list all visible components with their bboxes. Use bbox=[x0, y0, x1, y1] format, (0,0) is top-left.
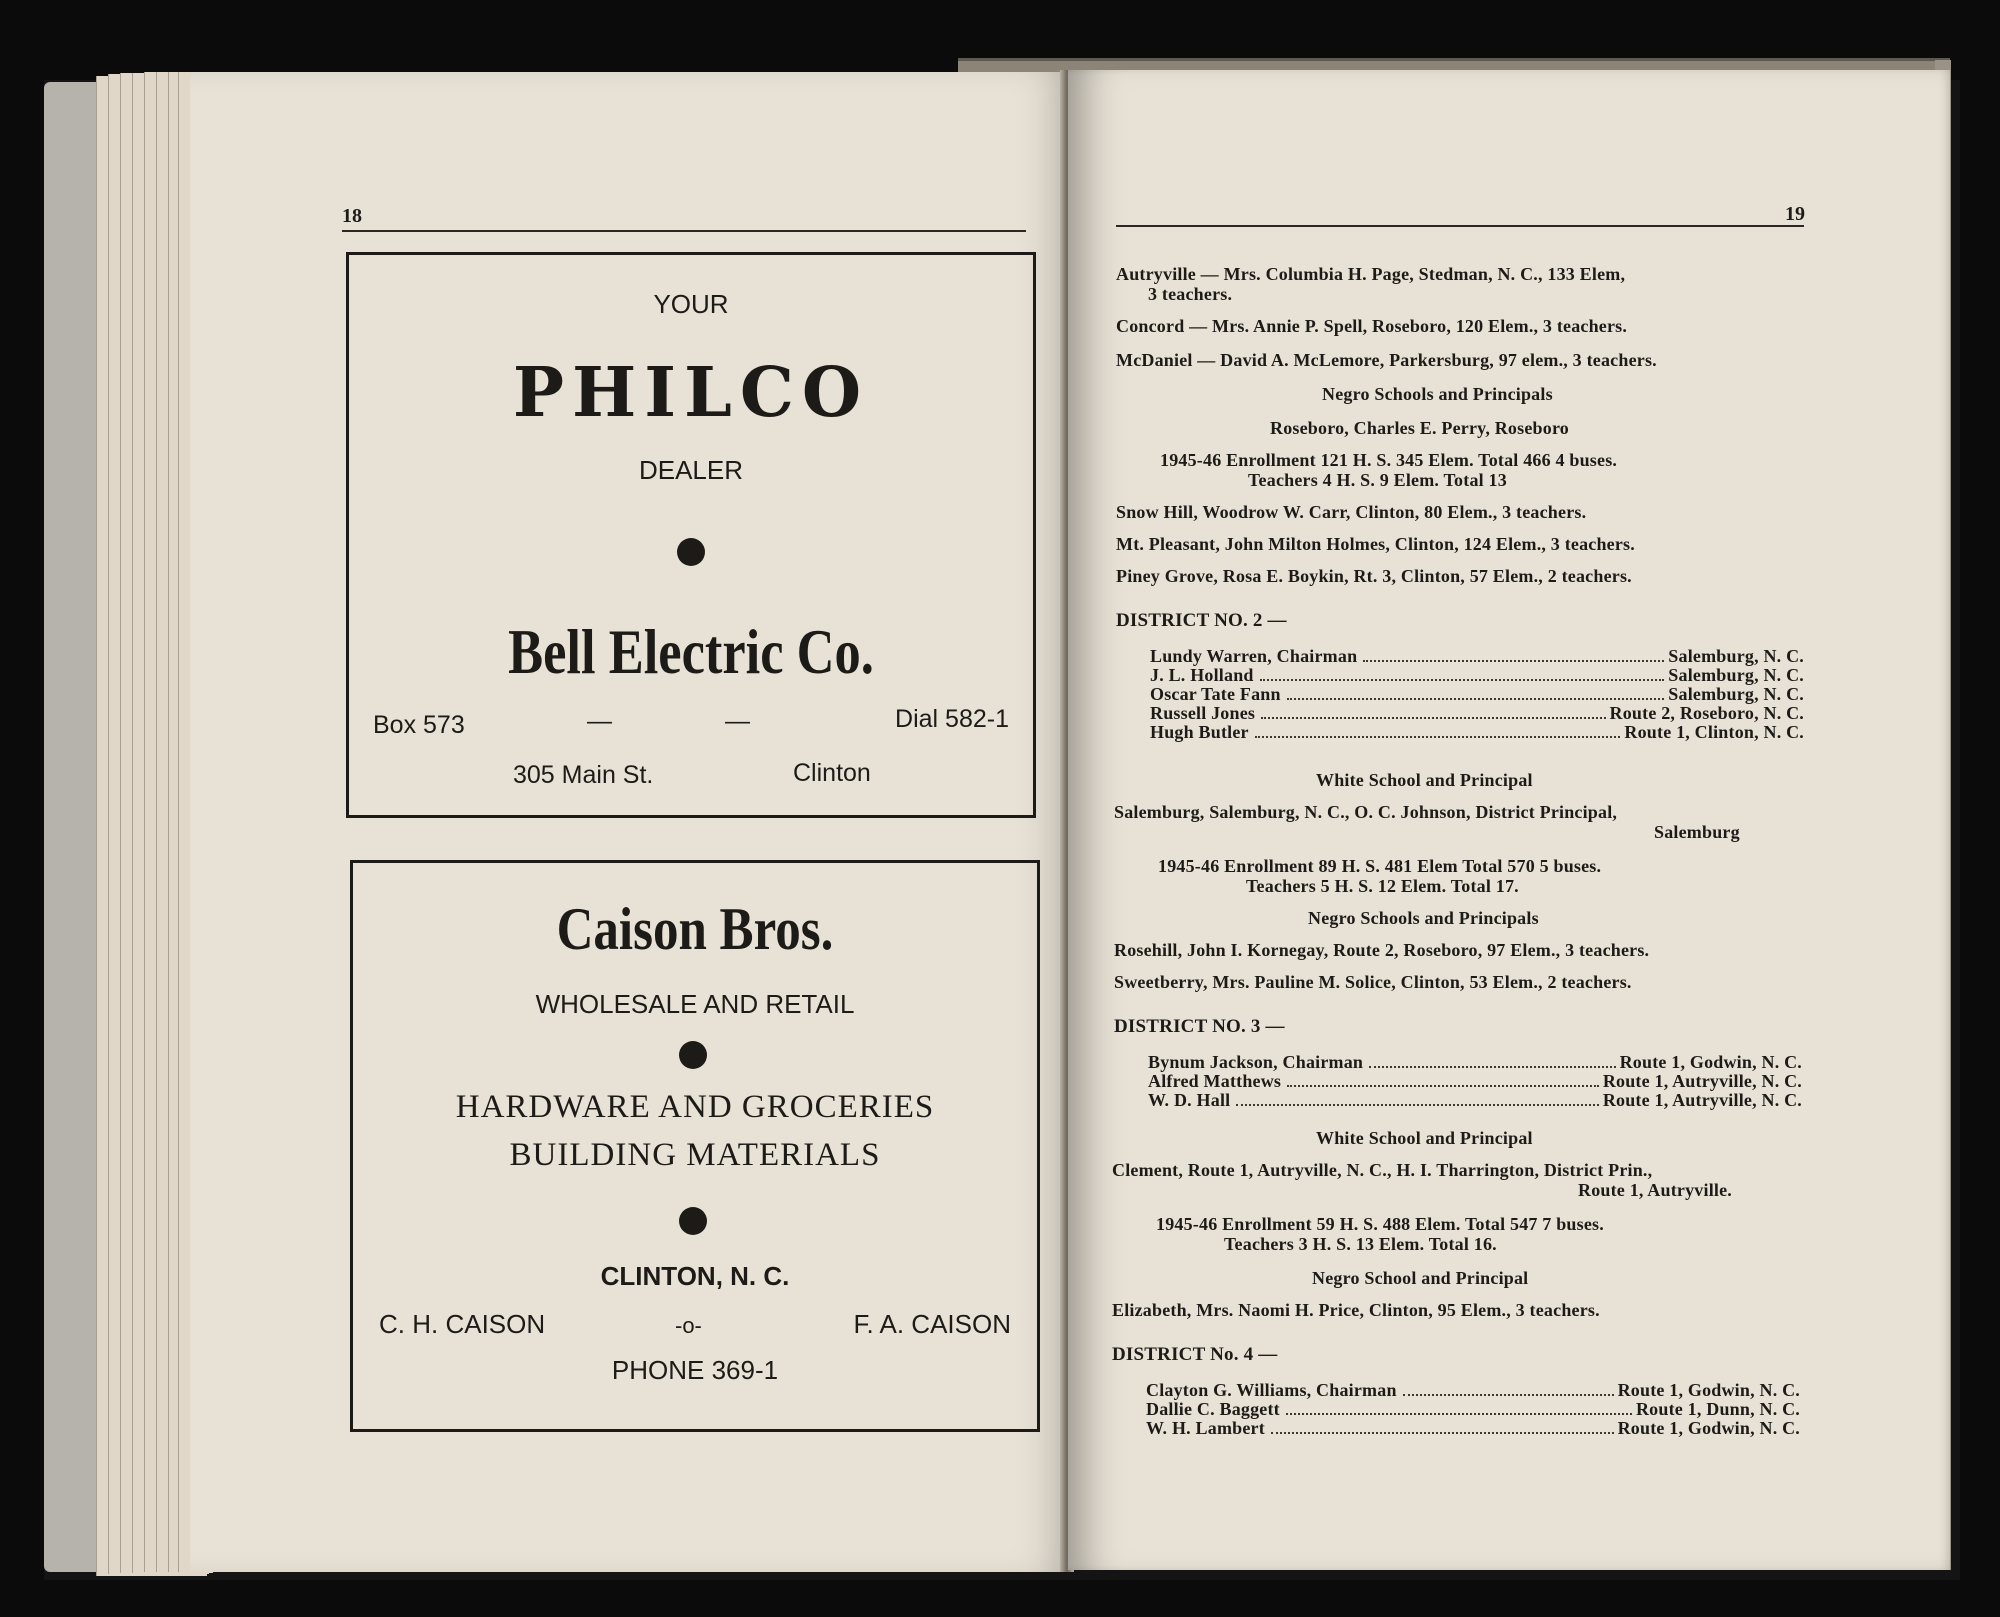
dot-leader bbox=[1271, 1432, 1614, 1434]
board-member-row bbox=[1148, 1052, 1802, 1073]
teachers-line: Teachers 3 H. S. 13 Elem. Total 16. bbox=[1224, 1234, 1497, 1254]
board-member-name: Lundy Warren, Chairman bbox=[1150, 646, 1358, 666]
text-line: Route 1, Autryville. bbox=[1578, 1180, 1732, 1200]
board-member-row bbox=[1150, 684, 1804, 705]
text-line: Autryville — Mrs. Columbia H. Page, Stedman, N. C., 133 Elem, bbox=[1116, 264, 1626, 284]
ad-city: CLINTON, N. C. bbox=[600, 1261, 790, 1291]
enrollment-line: 1945-46 Enrollment 121 H. S. 345 Elem. Total 466 4 buses. bbox=[1160, 450, 1618, 470]
board-member-name: Alfred Matthews bbox=[1148, 1071, 1282, 1091]
dot-leader bbox=[1287, 1085, 1599, 1087]
dash-separator: — bbox=[587, 707, 612, 735]
board-member-row bbox=[1148, 1071, 1802, 1092]
board-member-row bbox=[1146, 1418, 1800, 1439]
ad-tagline: WHOLESALE AND RETAIL bbox=[535, 989, 855, 1019]
dot-leader bbox=[1261, 717, 1605, 719]
board-member-address: Salemburg, N. C. bbox=[1668, 684, 1804, 704]
dot-leader bbox=[1260, 679, 1665, 681]
bullet-dot bbox=[679, 1041, 707, 1069]
dot-leader bbox=[1403, 1394, 1614, 1396]
board-member-address: Route 1, Godwin, N. C. bbox=[1617, 1418, 1800, 1438]
bullet-dot bbox=[677, 538, 705, 566]
text-line: Salemburg, Salemburg, N. C., O. C. Johnson, District Principal, bbox=[1114, 802, 1618, 822]
section-heading: Negro Schools and Principals bbox=[1322, 384, 1553, 404]
dot-leader bbox=[1236, 1104, 1598, 1106]
board-member-row bbox=[1146, 1380, 1800, 1401]
dot-leader bbox=[1369, 1066, 1615, 1068]
dot-leader bbox=[1363, 660, 1664, 662]
text-line: Mt. Pleasant, John Milton Holmes, Clinton, 124 Elem., 3 teachers. bbox=[1116, 534, 1635, 554]
board-member-address: Salemburg, N. C. bbox=[1668, 665, 1804, 685]
teachers-line: Teachers 5 H. S. 12 Elem. Total 17. bbox=[1246, 876, 1519, 896]
board-member-address: Route 1, Clinton, N. C. bbox=[1624, 722, 1804, 742]
board-member-name: Clayton G. Williams, Chairman bbox=[1146, 1380, 1397, 1400]
board-member-address: Salemburg, N. C. bbox=[1668, 646, 1804, 666]
section-heading: White School and Principal bbox=[1316, 1128, 1533, 1148]
page-number: 18 bbox=[342, 205, 362, 227]
ad-line-hardware: HARDWARE AND GROCERIES bbox=[455, 1089, 935, 1125]
dot-leader bbox=[1287, 698, 1665, 700]
board-member-row bbox=[1150, 703, 1804, 724]
enrollment-line: 1945-46 Enrollment 59 H. S. 488 Elem. Total 547 7 buses. bbox=[1156, 1214, 1604, 1234]
dot-leader bbox=[1255, 736, 1621, 738]
board-member-row bbox=[1146, 1399, 1800, 1420]
section-heading: Negro Schools and Principals bbox=[1308, 908, 1539, 928]
text-line: Sweetberry, Mrs. Pauline M. Solice, Clinton, 53 Elem., 2 teachers. bbox=[1114, 972, 1632, 992]
board-member-row bbox=[1150, 646, 1804, 667]
board-member-address: Route 1, Dunn, N. C. bbox=[1635, 1399, 1800, 1419]
text-line: Salemburg bbox=[1654, 822, 1740, 842]
right-page bbox=[1068, 70, 1950, 1570]
district-heading: DISTRICT No. 4 — bbox=[1112, 1344, 1278, 1365]
page-number: 19 bbox=[1785, 203, 1805, 225]
ad-line-your: YOUR bbox=[653, 289, 729, 319]
enrollment-line: 1945-46 Enrollment 89 H. S. 481 Elem Total 570 5 buses. bbox=[1158, 856, 1602, 876]
district-heading: DISTRICT NO. 3 — bbox=[1114, 1016, 1285, 1037]
street-address: 305 Main St. bbox=[513, 761, 654, 789]
text-line: McDaniel — David A. McLemore, Parkersburg, 97 elem., 3 teachers. bbox=[1116, 350, 1657, 370]
teachers-line: Teachers 4 H. S. 9 Elem. Total 13 bbox=[1248, 470, 1507, 490]
text-line: Roseboro, Charles E. Perry, Roseboro bbox=[1270, 418, 1570, 438]
board-member-name: W. H. Lambert bbox=[1146, 1418, 1265, 1438]
board-member-address: Route 1, Autryville, N. C. bbox=[1602, 1071, 1802, 1091]
board-member-address: Route 1, Godwin, N. C. bbox=[1619, 1052, 1802, 1072]
philco-brand: PHILCO bbox=[512, 353, 870, 433]
section-heading: White School and Principal bbox=[1316, 770, 1533, 790]
caison-bros-ad bbox=[350, 860, 1040, 1432]
board-member-name: Hugh Butler bbox=[1150, 722, 1249, 742]
owner-name-2: F. A. CAISON bbox=[853, 1309, 1011, 1339]
text-line: Snow Hill, Woodrow W. Carr, Clinton, 80 Elem., 3 teachers. bbox=[1116, 502, 1587, 522]
header-rule bbox=[1116, 225, 1804, 227]
board-member-row bbox=[1150, 722, 1804, 743]
bullet-dot bbox=[679, 1207, 707, 1235]
text-line: Rosehill, John I. Kornegay, Route 2, Roseboro, 97 Elem., 3 teachers. bbox=[1114, 940, 1650, 960]
box-number: Box 573 bbox=[373, 711, 465, 739]
board-member-address: Route 2, Roseboro, N. C. bbox=[1609, 703, 1804, 723]
board-member-name: Oscar Tate Fann bbox=[1150, 684, 1281, 704]
ad-line-dealer: DEALER bbox=[638, 455, 744, 485]
board-member-address: Route 1, Godwin, N. C. bbox=[1617, 1380, 1800, 1400]
text-line: Concord — Mrs. Annie P. Spell, Roseboro, 120 Elem., 3 teachers. bbox=[1116, 316, 1628, 336]
city-name: Clinton bbox=[793, 759, 871, 787]
bell-electric-name: Bell Electric Co. bbox=[508, 616, 874, 687]
name-separator: -o- bbox=[675, 1313, 702, 1338]
text-line: Piney Grove, Rosa E. Boykin, Rt. 3, Clinton, 57 Elem., 2 teachers. bbox=[1116, 566, 1632, 586]
bell-electric-ad bbox=[346, 252, 1036, 818]
section-heading: Negro School and Principal bbox=[1312, 1268, 1529, 1288]
dot-leader bbox=[1286, 1413, 1632, 1415]
left-page bbox=[190, 72, 1068, 1572]
district-heading: DISTRICT NO. 2 — bbox=[1116, 610, 1287, 631]
board-member-row bbox=[1148, 1090, 1802, 1111]
dash-separator: — bbox=[725, 707, 750, 735]
text-line: 3 teachers. bbox=[1148, 284, 1233, 304]
header-rule bbox=[342, 230, 1026, 232]
dial-number: Dial 582-1 bbox=[895, 705, 1009, 733]
board-member-name: W. D. Hall bbox=[1148, 1090, 1231, 1110]
board-member-address: Route 1, Autryville, N. C. bbox=[1602, 1090, 1802, 1110]
board-member-name: Bynum Jackson, Chairman bbox=[1148, 1052, 1364, 1072]
owner-name-1: C. H. CAISON bbox=[379, 1309, 546, 1339]
board-member-name: J. L. Holland bbox=[1150, 665, 1254, 685]
text-line: Clement, Route 1, Autryville, N. C., H. I. Tharrington, District Prin., bbox=[1112, 1160, 1653, 1180]
text-line: Elizabeth, Mrs. Naomi H. Price, Clinton, 95 Elem., 3 teachers. bbox=[1112, 1300, 1600, 1320]
phone-number: PHONE 369-1 bbox=[611, 1355, 779, 1385]
board-member-name: Dallie C. Baggett bbox=[1146, 1399, 1280, 1419]
caison-bros-name: Caison Bros. bbox=[556, 896, 834, 962]
board-member-row bbox=[1150, 665, 1804, 686]
board-member-name: Russell Jones bbox=[1150, 703, 1256, 723]
ad-line-building: BUILDING MATERIALS bbox=[509, 1137, 881, 1173]
